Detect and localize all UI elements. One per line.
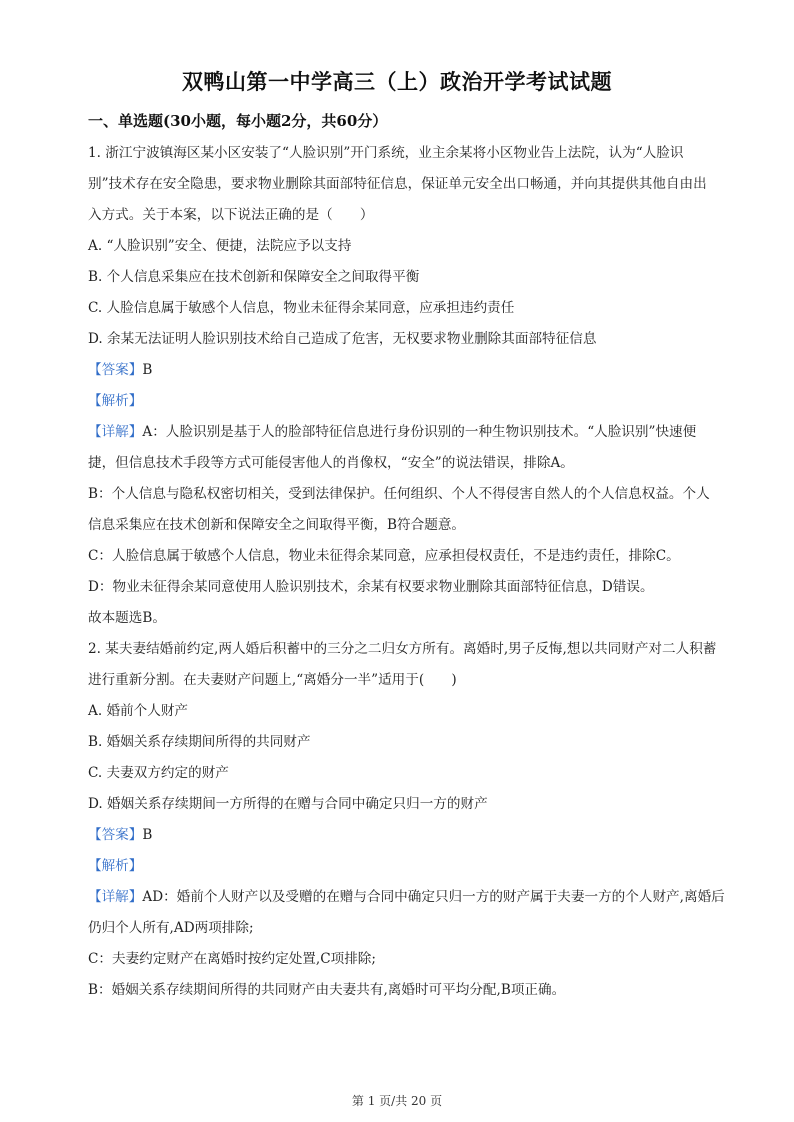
q2-detail-line-3: C：夫妻约定财产在离婚时按约定处置,C项排除; [88, 951, 376, 967]
q1-detail-line-2: 捷，但信息技术手段等方式可能侵害他人的肖像权，“安全”的说法错误，排除A。 [88, 455, 574, 471]
section-heading: 一、单选题(30小题，每小题2分，共60分） [88, 112, 388, 130]
q1-stem-line-1: 1. 浙江宁波镇海区某小区安装了“人脸识别”开门系统，业主余某将小区物业告上法院，认为“人脸识 [88, 145, 684, 161]
page-title: 双鸭山第一中学高三（上）政治开学考试试题 [182, 69, 612, 94]
q1-detail-text-1: A：人脸识别是基于人的脸部特征信息进行身份识别的一种生物识别技术。“人脸识别”快速便 [142, 424, 697, 440]
q2-detail-line-4: B：婚姻关系存续期间所得的共同财产由夫妻共有,离婚时可平均分配,B项正确。 [88, 982, 566, 998]
q1-analysis [88, 391, 708, 411]
analysis-tag: 【解析】 [88, 858, 143, 874]
q1-answer [88, 360, 708, 380]
q1-answer-value: B [142, 362, 153, 378]
answer-tag: 【答案】 [88, 362, 143, 378]
q2-answer-value: B [142, 827, 153, 843]
answer-tag: 【答案】 [88, 827, 143, 843]
q2-option-b: B. 婚姻关系存续期间所得的共同财产 [88, 734, 311, 750]
q1-detail-line-7: 故本题选B。 [88, 610, 166, 626]
q1-detail-line-5: C：人脸信息属于敏感个人信息，物业未征得余某同意，应承担侵权责任，不是违约责任，排除C。 [88, 548, 680, 564]
q1-stem-line-2: 别”技术存在安全隐患，要求物业删除其面部特征信息，保证单元安全出口畅通，并向其提供其他自由出 [88, 176, 707, 192]
q1-detail-line-1 [88, 422, 708, 442]
q1-detail-line-6: D：物业未征得余某同意使用人脸识别技术，余某有权要求物业删除其面部特征信息，D错误。 [88, 579, 654, 595]
analysis-tag: 【解析】 [88, 393, 143, 409]
q1-detail-line-4: 信息采集应在技术创新和保障安全之间取得平衡，B符合题意。 [88, 517, 466, 533]
q2-answer [88, 825, 708, 845]
q1-detail-line-3: B：个人信息与隐私权密切相关，受到法律保护。任何组织、个人不得侵害自然人的个人信息权益。个人 [88, 486, 710, 502]
q2-analysis [88, 856, 708, 876]
q2-detail-line-2: 仍归个人所有,AD两项排除; [88, 920, 254, 936]
detail-tag: 【详解】 [88, 424, 143, 440]
q1-stem-line-3: 入方式。关于本案，以下说法正确的是（ ） [88, 207, 374, 223]
q1-option-d: D. 余某无法证明人脸识别技术给自己造成了危害，无权要求物业删除其面部特征信息 [88, 331, 597, 347]
q2-stem-line-2: 进行重新分割。在夫妻财产问题上,“离婚分一半”适用于( ) [88, 672, 457, 688]
q2-detail-line-1 [88, 887, 725, 907]
q2-option-c: C. 夫妻双方约定的财产 [88, 765, 229, 781]
q2-stem-line-1: 2. 某夫妻结婚前约定,两人婚后积蓄中的三分之二归女方所有。离婚时,男子反悔,想以共同财产对二人积蓄 [88, 641, 717, 657]
q1-option-c: C. 人脸信息属于敏感个人信息，物业未征得余某同意，应承担违约责任 [88, 300, 515, 316]
q1-option-a: A. “人脸识别”安全、便捷，法院应予以支持 [88, 238, 352, 254]
q1-option-b: B. 个人信息采集应在技术创新和保障安全之间取得平衡 [88, 269, 420, 285]
q2-option-a: A. 婚前个人财产 [88, 703, 189, 719]
page-number-footer: 第 1 页/共 20 页 [351, 1094, 443, 1108]
detail-tag: 【详解】 [88, 889, 143, 905]
q2-option-d: D. 婚姻关系存续期间一方所得的在赠与合同中确定只归一方的财产 [88, 796, 488, 812]
q2-detail-text-1: AD：婚前个人财产以及受赠的在赠与合同中确定只归一方的财产属于夫妻一方的个人财产,离婚后 [142, 889, 725, 905]
